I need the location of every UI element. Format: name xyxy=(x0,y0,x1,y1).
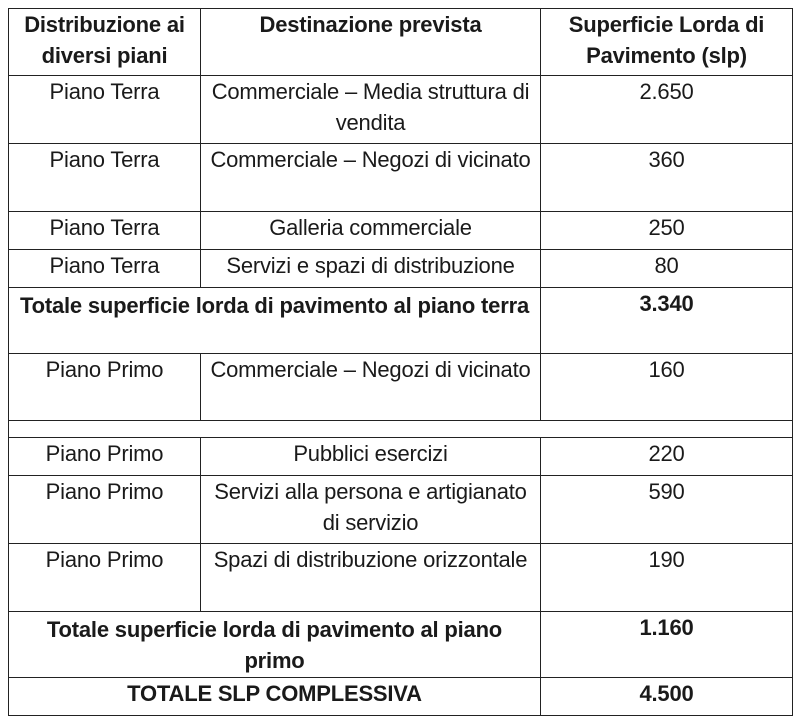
header-slp: Superficie Lorda di Pavimento (slp) xyxy=(541,9,793,76)
cell-destinazione: Galleria commerciale xyxy=(201,211,541,249)
cell-piano: Piano Terra xyxy=(9,250,201,287)
table-row xyxy=(9,250,793,287)
table-row xyxy=(9,438,793,475)
grand-total-slp: 4.500 xyxy=(541,678,793,716)
grand-total-label: TOTALE SLP COMPLESSIVA xyxy=(9,678,541,716)
table-row xyxy=(9,143,793,211)
cell-piano: Piano Primo xyxy=(9,543,201,611)
cell-piano: Piano Primo xyxy=(9,354,201,421)
blank-cell xyxy=(9,421,793,438)
cell-piano: Piano Primo xyxy=(9,475,201,543)
table-row xyxy=(9,543,793,611)
cell-slp: 360 xyxy=(541,143,793,211)
table-row xyxy=(9,354,793,421)
cell-slp: 220 xyxy=(541,438,793,475)
subtotal-row xyxy=(9,287,793,354)
subtotal-label: Totale superficie lorda di pavimento al piano primo xyxy=(9,611,541,678)
slp-table xyxy=(8,8,793,716)
subtotal-label: Totale superficie lorda di pavimento al piano terra xyxy=(9,287,541,354)
cell-slp: 2.650 xyxy=(541,76,793,144)
cell-destinazione: Servizi e spazi di distribuzione xyxy=(201,250,541,287)
table-row xyxy=(9,76,793,144)
cell-destinazione: Commerciale – Negozi di vicinato xyxy=(201,354,541,421)
header-piani: Distribuzione ai diversi piani xyxy=(9,9,201,76)
subtotal-row xyxy=(9,611,793,678)
grand-total-row xyxy=(9,678,793,716)
cell-piano: Piano Terra xyxy=(9,211,201,249)
cell-slp: 160 xyxy=(541,354,793,421)
cell-piano: Piano Primo xyxy=(9,438,201,475)
cell-slp: 250 xyxy=(541,211,793,249)
cell-destinazione: Spazi di distribuzione orizzontale xyxy=(201,543,541,611)
cell-destinazione: Pubblici esercizi xyxy=(201,438,541,475)
subtotal-slp: 1.160 xyxy=(541,611,793,678)
cell-slp: 590 xyxy=(541,475,793,543)
blank-row xyxy=(9,421,793,438)
cell-piano: Piano Terra xyxy=(9,143,201,211)
subtotal-slp: 3.340 xyxy=(541,287,793,354)
table-row xyxy=(9,211,793,249)
cell-destinazione: Commerciale – Negozi di vicinato xyxy=(201,143,541,211)
cell-slp: 80 xyxy=(541,250,793,287)
cell-destinazione: Servizi alla persona e artigianato di servizio xyxy=(201,475,541,543)
header-destinazione: Destinazione prevista xyxy=(201,9,541,76)
cell-piano: Piano Terra xyxy=(9,76,201,144)
cell-destinazione: Commerciale – Media struttura di vendita xyxy=(201,76,541,144)
table-row xyxy=(9,475,793,543)
cell-slp: 190 xyxy=(541,543,793,611)
header-row xyxy=(9,9,793,76)
